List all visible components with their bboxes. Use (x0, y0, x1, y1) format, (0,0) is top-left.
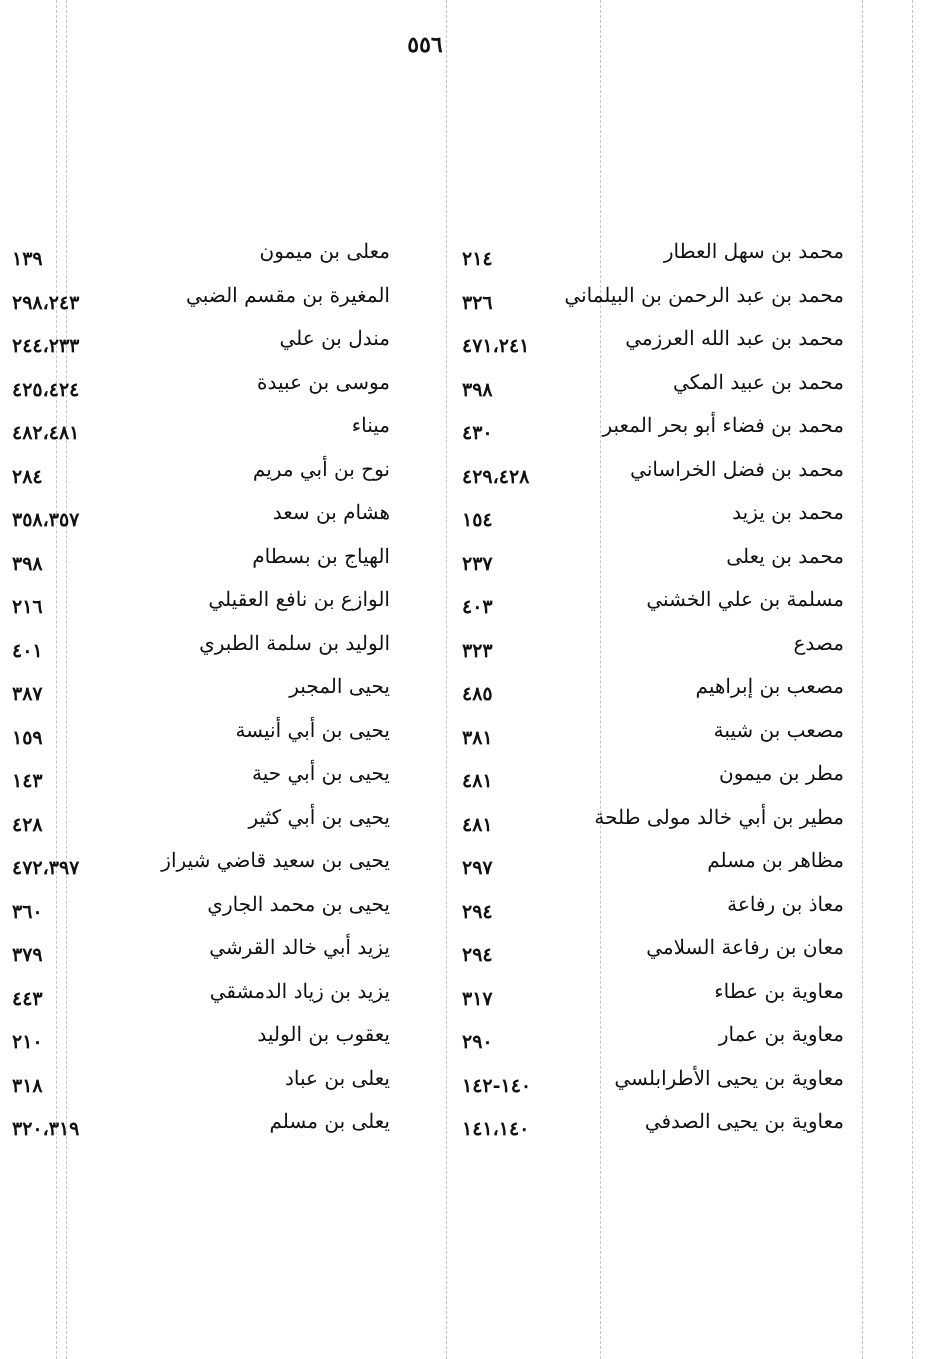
index-entry (462, 802, 844, 846)
entry-page-numbers: ٤٨١ (462, 770, 493, 792)
entry-name: الوليد بن سلمة الطبري (199, 630, 390, 655)
page-number: ٥٥٦ (407, 32, 443, 58)
entry-page-numbers: ٣١٧ (462, 987, 493, 1010)
entry-name: يحيى بن أبي كثير (248, 804, 390, 829)
entry-page-numbers: ١٥٩ (12, 726, 43, 749)
entry-name: محمد بن فضل الخراساني (630, 456, 844, 481)
index-entry (12, 715, 390, 759)
entry-name: ميناء (351, 413, 390, 437)
entry-page-numbers: ٤٢٥،٤٢٤ (12, 378, 80, 401)
index-entry (462, 671, 844, 715)
entry-page-numbers: ١٤١،١٤٠ (462, 1118, 530, 1140)
entry-page-numbers: ٤٨١ (462, 813, 493, 836)
scan-guide-line (862, 0, 863, 1359)
entry-page-numbers: ٢٨٤ (12, 465, 43, 488)
index-entry (12, 845, 390, 889)
index-entry (12, 802, 390, 846)
index-entry (462, 497, 844, 541)
entry-page-numbers: ٤٣٠ (462, 422, 493, 444)
entry-page-numbers: ٤٢٨ (12, 813, 43, 836)
entry-name: نوح بن أبي مريم (252, 456, 390, 481)
entry-name: مصعب بن شيبة (713, 717, 844, 742)
index-entry (462, 845, 844, 889)
index-entry (12, 584, 390, 628)
entry-page-numbers: ٤٧١،٢٤١ (462, 335, 530, 357)
entry-page-numbers: ٣٩٨ (462, 378, 493, 401)
entry-page-numbers: ٤٢٩،٤٢٨ (462, 465, 530, 488)
scan-guide-line (912, 0, 913, 1359)
entry-page-numbers: ١٤٣ (12, 770, 43, 792)
index-entry (462, 280, 844, 324)
index-entry (462, 410, 844, 454)
entry-name: المغيرة بن مقسم الضبي (186, 282, 390, 307)
entry-name: يعلى بن مسلم (269, 1109, 390, 1133)
entry-page-numbers: ٣١٨ (12, 1074, 43, 1097)
entry-page-numbers: ٤٤٣ (12, 987, 43, 1010)
entry-name: يحيى المجبر (289, 674, 390, 698)
entry-name: معلى بن ميمون (259, 239, 390, 263)
entry-page-numbers: ٣٥٨،٣٥٧ (12, 509, 80, 531)
index-entry (12, 367, 390, 411)
entry-name: معاوية بن عطاء (714, 978, 844, 1003)
index-entry (12, 1019, 390, 1063)
entry-page-numbers: ٢٩٠ (462, 1031, 493, 1053)
entry-name: محمد بن عبيد المكي (673, 369, 844, 394)
entry-page-numbers: ٢١٠ (12, 1031, 43, 1053)
index-entry (462, 1019, 844, 1063)
entry-page-numbers: ٤٨٢،٤٨١ (12, 422, 80, 444)
index-entry (12, 541, 390, 585)
entry-name: معاذ بن رفاعة (727, 891, 844, 916)
entry-page-numbers: ٣٧٩ (12, 944, 43, 966)
index-entry (462, 628, 844, 672)
entry-name: يزيد أبي خالد القرشي (209, 935, 390, 959)
entry-name: موسى بن عبيدة (257, 369, 390, 394)
entry-page-numbers: ١٤٠-١٤٢ (462, 1074, 532, 1097)
entry-name: هشام بن سعد (272, 500, 390, 524)
entry-name: معاوية بن عمار (718, 1022, 844, 1046)
entry-page-numbers: ٤٨٥ (462, 683, 493, 705)
entry-name: مصعب بن إبراهيم (695, 674, 844, 698)
index-entry (12, 410, 390, 454)
entry-page-numbers: ٣٨٧ (12, 683, 43, 705)
entry-name: مسلمة بن علي الخشني (646, 587, 844, 611)
entry-page-numbers: ١٥٤ (462, 509, 493, 531)
index-column-left (12, 236, 390, 1176)
entry-name: محمد بن يعلى (726, 543, 844, 568)
entry-name: مصدع (793, 630, 844, 655)
entry-name: يحيى بن أبي حية (252, 761, 390, 785)
index-entry (12, 497, 390, 541)
entry-page-numbers: ٢٩٤ (462, 900, 493, 923)
index-entry (462, 236, 844, 280)
index-entry (12, 323, 390, 367)
entry-name: يحيى بن أبي أنيسة (235, 717, 390, 742)
index-entry (462, 541, 844, 585)
entry-name: محمد بن عبد الله العرزمي (625, 326, 844, 350)
index-entry (12, 758, 390, 802)
entry-name: معان بن رفاعة السلامي (646, 935, 844, 959)
index-entry (12, 671, 390, 715)
entry-name: يعلى بن عباد (285, 1065, 390, 1090)
scan-guide-line (446, 0, 447, 1359)
entry-page-numbers: ٣٢٦ (462, 291, 493, 314)
entry-page-numbers: ٢٩٨،٢٤٣ (12, 291, 80, 314)
entry-page-numbers: ٤٠٣ (462, 596, 493, 618)
entry-page-numbers: ٤٠١ (12, 639, 43, 662)
index-entry (12, 889, 390, 933)
entry-page-numbers: ٣٢٣ (462, 639, 493, 662)
entry-name: محمد بن سهل العطار (663, 239, 844, 263)
index-entry (12, 976, 390, 1020)
entry-page-numbers: ٢٩٤ (462, 944, 493, 966)
entry-name: يزيد بن زياد الدمشقي (209, 978, 390, 1003)
index-entry (462, 976, 844, 1020)
index-entry (462, 367, 844, 411)
index-entry (12, 932, 390, 976)
index-column-right (462, 236, 844, 1176)
entry-name: معاوية بن يحيى الصدفي (644, 1109, 844, 1133)
index-entry (12, 1106, 390, 1150)
entry-name: محمد بن فضاء أبو بحر المعبر (602, 413, 844, 437)
entry-page-numbers: ٢٣٧ (462, 552, 493, 575)
entry-page-numbers: ١٣٩ (12, 248, 43, 270)
entry-name: معاوية بن يحيى الأطرابلسي (614, 1065, 844, 1090)
index-entry (462, 715, 844, 759)
entry-name: محمد بن يزيد (732, 500, 844, 524)
index-entry (12, 280, 390, 324)
entry-page-numbers: ٤٧٢،٣٩٧ (12, 857, 80, 879)
entry-page-numbers: ٢٩٧ (462, 857, 493, 879)
index-entry (462, 932, 844, 976)
entry-page-numbers: ٢١٦ (12, 596, 43, 618)
entry-name: يعقوب بن الوليد (257, 1022, 390, 1046)
entry-name: يحيى بن محمد الجاري (207, 891, 390, 916)
entry-page-numbers: ٣٩٨ (12, 552, 43, 575)
index-entry (12, 236, 390, 280)
index-entry (462, 323, 844, 367)
entry-name: يحيى بن سعيد قاضي شيراز (161, 848, 390, 872)
entry-name: مظاهر بن مسلم (707, 848, 844, 872)
entry-name: مندل بن علي (279, 326, 390, 350)
index-entry (12, 454, 390, 498)
entry-name: الهياج بن بسطام (252, 543, 390, 568)
entry-name: مطير بن أبي خالد مولى طلحة (594, 804, 844, 829)
index-entry (462, 1106, 844, 1150)
index-entry (12, 628, 390, 672)
index-entry (462, 1063, 844, 1107)
index-entry (462, 584, 844, 628)
index-entry (462, 454, 844, 498)
index-entry (462, 889, 844, 933)
index-entry (462, 758, 844, 802)
entry-page-numbers: ٢٤٤،٢٣٣ (12, 335, 80, 357)
entry-page-numbers: ٣٢٠،٣١٩ (12, 1118, 80, 1140)
entry-name: الوازع بن نافع العقيلي (208, 587, 390, 611)
entry-name: محمد بن عبد الرحمن بن البيلماني (564, 282, 844, 307)
entry-page-numbers: ٢١٤ (462, 248, 493, 270)
index-entry (12, 1063, 390, 1107)
entry-page-numbers: ٣٦٠ (12, 900, 43, 923)
entry-name: مطر بن ميمون (719, 761, 844, 785)
entry-page-numbers: ٣٨١ (462, 726, 493, 749)
